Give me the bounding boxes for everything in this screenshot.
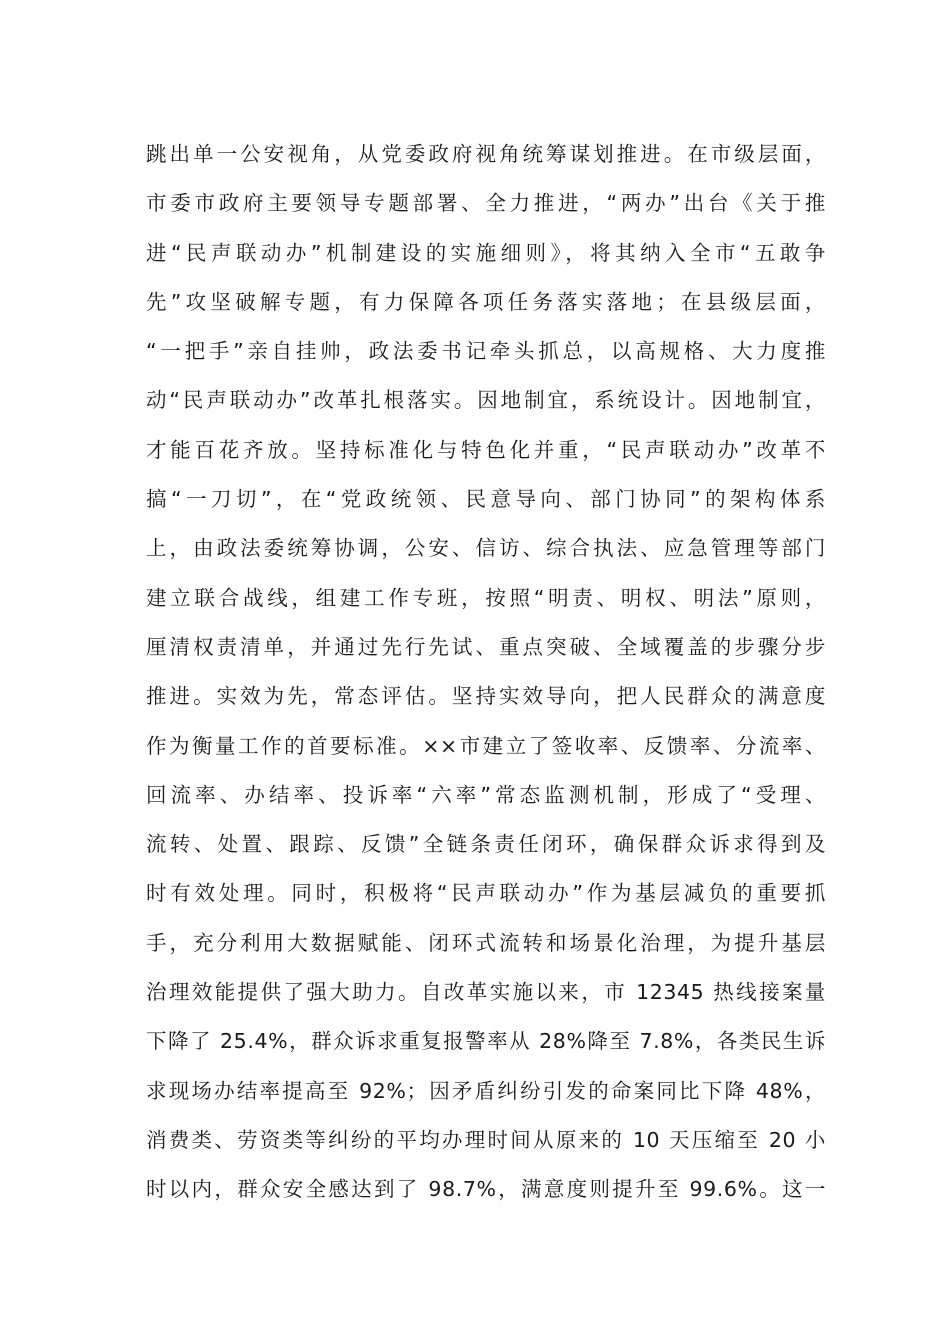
- text-line: 时有效处理。同时，积极将“民声联动办”作为基层减负的重要抓: [146, 881, 826, 906]
- text-line: 作为衡量工作的首要标准。××市建立了签收率、反馈率、分流率、: [146, 733, 826, 758]
- body-text: [146, 130, 826, 1215]
- text-line: 推进。实效为先，常态评估。坚持实效导向，把人民群众的满意度: [146, 684, 826, 709]
- text-line: 回流率、办结率、投诉率“六率”常态监测机制，形成了“受理、: [146, 782, 826, 807]
- text-line: 流转、处置、跟踪、反馈”全链条责任闭环，确保群众诉求得到及: [146, 832, 826, 857]
- text-line: 求现场办结率提高至 92%；因矛盾纠纷引发的命案同比下降 48%，: [146, 1078, 826, 1103]
- text-line: 下降了 25.4%，群众诉求重复报警率从 28%降至 7.8%，各类民生诉: [146, 1029, 826, 1054]
- text-line: 市委市政府主要领导专题部署、全力推进，“两办”出台《关于推: [146, 191, 826, 216]
- text-line: 建立联合战线，组建工作专班，按照“明责、明权、明法”原则，: [146, 585, 826, 610]
- text-line: 上，由政法委统筹协调，公安、信访、综合执法、应急管理等部门: [146, 536, 826, 561]
- text-line: 手，充分利用大数据赋能、闭环式流转和场景化治理，为提升基层: [146, 930, 826, 955]
- text-line: 才能百花齐放。坚持标准化与特色化并重，“民声联动办”改革不: [146, 437, 826, 462]
- text-line: 时以内，群众安全感达到了 98.7%，满意度则提升至 99.6%。这一: [146, 1177, 826, 1202]
- text-line: 先”攻坚破解专题，有力保障各项任务落实落地；在县级层面，: [146, 289, 826, 314]
- text-line: 治理效能提供了强大助力。自改革实施以来，市 12345 热线接案量: [146, 980, 826, 1005]
- text-line: 厘清权责清单，并通过先行先试、重点突破、全域覆盖的步骤分步: [146, 634, 826, 659]
- text-line: 进“民声联动办”机制建设的实施细则》，将其纳入全市“五敢争: [146, 240, 826, 265]
- text-line: 动“民声联动办”改革扎根落实。因地制宜，系统设计。因地制宜，: [146, 388, 826, 413]
- text-line: “一把手”亲自挂帅，政法委书记牵头抓总，以高规格、大力度推: [146, 339, 826, 364]
- text-line: 消费类、劳资类等纠纷的平均办理时间从原来的 10 天压缩至 20 小: [146, 1127, 826, 1152]
- text-line: 搞“一刀切”，在“党政统领、民意导向、部门协同”的架构体系: [146, 487, 826, 512]
- text-line: 跳出单一公安视角，从党委政府视角统筹谋划推进。在市级层面，: [146, 142, 826, 166]
